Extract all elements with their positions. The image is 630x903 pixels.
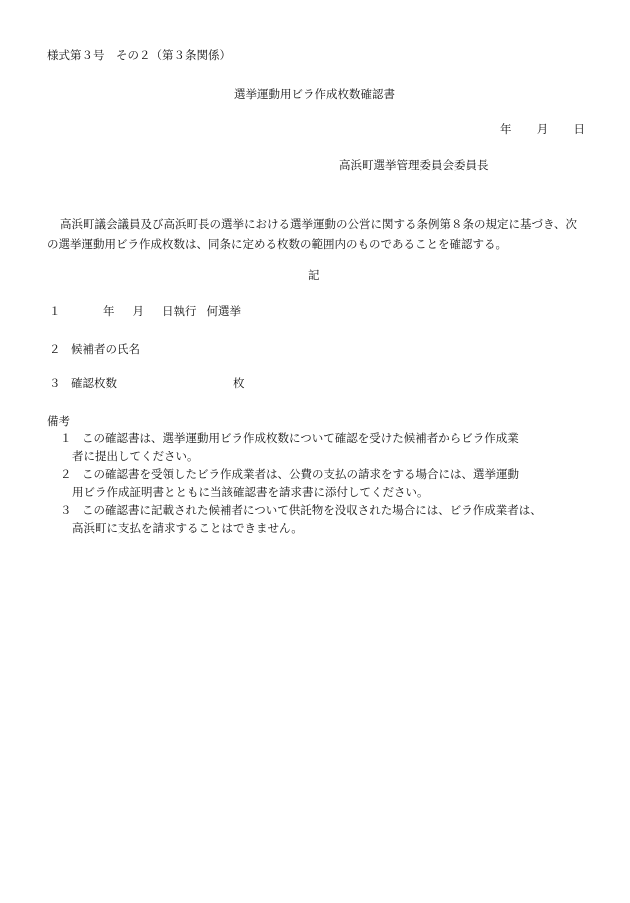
note-number: １ xyxy=(60,431,72,445)
note-text-line2: 高浜町に支払を請求することはできません。 xyxy=(72,521,303,535)
date-line xyxy=(500,124,585,136)
note-text-line1: この確認書は、選挙運動用ビラ作成枚数について確認を受けた候補者からビラ作成業 xyxy=(82,431,519,445)
item-election-date xyxy=(49,306,241,318)
note-text-line1: この確認書に記載された候補者について供託物を没収された場合には、ビラ作成業者は、 xyxy=(82,503,542,517)
note-number: ２ xyxy=(60,467,72,481)
item-unit-label: 枚 xyxy=(233,376,245,390)
note-item xyxy=(60,501,580,537)
item-number: ３ xyxy=(49,376,61,390)
note-text-line2: 用ビラ作成証明書とともに当該確認書を請求書に添付してください。 xyxy=(72,485,429,499)
date-day-label: 日 xyxy=(573,122,585,136)
note-text-line1: この確認書を受領したビラ作成業者は、公費の支払の請求をする場合には、選挙運動 xyxy=(82,467,519,481)
item-month-label: 月 xyxy=(132,304,144,318)
item-label: 確認枚数 xyxy=(71,376,117,390)
date-year-label: 年 xyxy=(500,122,512,136)
body-paragraph: 高浜町議会議員及び高浜町長の選挙における選挙運動の公営に関する条例第８条の規定に基づき、次の選挙運動用ビラ作成枚数は、同条に定める枚数の範囲内のものであることを確認する。 xyxy=(47,217,578,251)
form-number: 様式第３号 その２（第３条関係） xyxy=(47,48,231,62)
note-item xyxy=(60,465,580,501)
date-month-label: 月 xyxy=(536,122,549,136)
item-number: ２ xyxy=(49,342,61,356)
note-text-line2: 者に提出してください。 xyxy=(72,449,199,463)
note-item xyxy=(60,429,580,465)
addressee: 高浜町選挙管理委員会委員長 xyxy=(339,158,489,172)
item-election-label: 何選挙 xyxy=(206,304,241,318)
note-number: ３ xyxy=(60,503,72,517)
notes-heading: 備考 xyxy=(47,414,70,428)
item-confirmed-count xyxy=(49,378,245,390)
item-label: 候補者の氏名 xyxy=(71,342,140,356)
ki-mark: 記 xyxy=(308,268,320,282)
item-number: １ xyxy=(49,304,61,318)
document-title: 選挙運動用ビラ作成枚数確認書 xyxy=(234,87,395,101)
item-year-label: 年 xyxy=(103,304,115,318)
item-day-execution-label: 日執行 xyxy=(162,304,197,318)
item-candidate-name xyxy=(49,344,140,356)
